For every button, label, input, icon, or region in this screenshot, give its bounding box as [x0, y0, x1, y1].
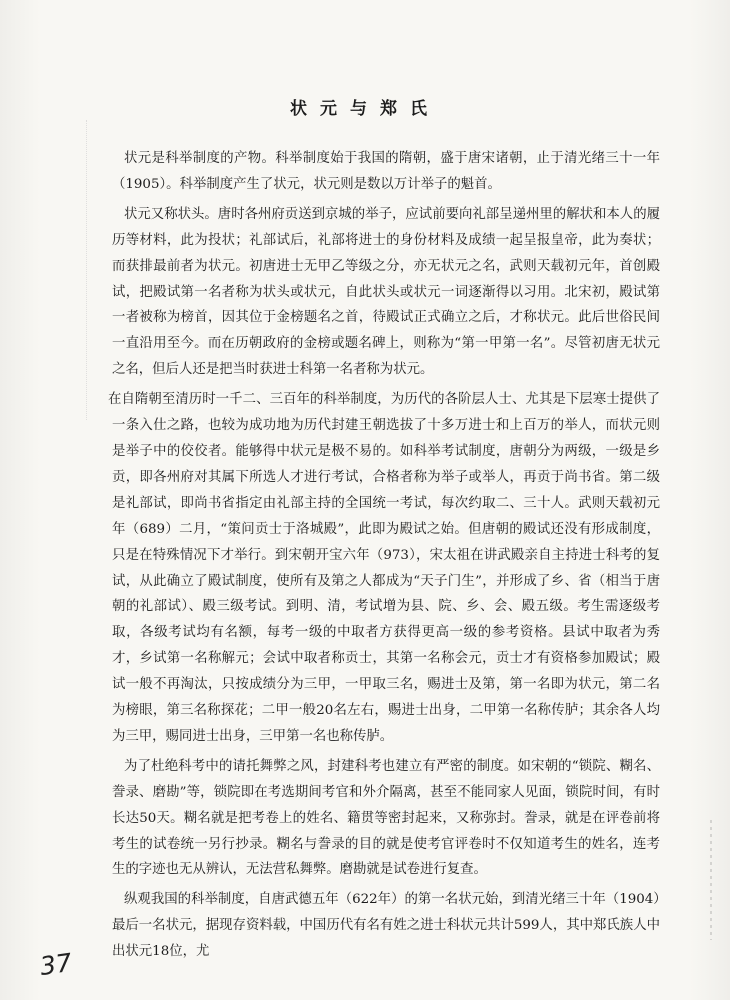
paragraph-4: 为了杜绝科考中的请托舞弊之风，封建科考也建立有严密的制度。如宋朝的“锁院、糊名、誊录、磨勘”等，锁院即在考选期间考官和外介隔离，甚至不能同家人见面，锁院时间，有时长达50天。糊名就是把考卷上的姓名、籍贯等密封起来，又称弥封。誊录，就是在评卷前将考生的试卷统一另行抄录。糊名与誊录的目的就是使考官评卷时不仅知道考生的姓名，连考生的字迹也无从辨认，无法营私舞弊。磨勘就是试卷进行复查。	[112, 758, 660, 878]
document-body	[108, 146, 660, 969]
paragraph-2: 状元又称状头。唐时各州府贡送到京城的举子，应试前要向礼部呈递州里的解状和本人的履历等材料，此为投状；礼部试后，礼部将进士的身份材料及成绩一起呈报皇帝，此为奏状；而获排最前者为状元。初唐进士无甲乙等级之分，亦无状元之名，武则天载初元年，首创殿试，把殿试第一名者称为状头或状元，自此状头或状元一词逐渐得以习用。北宋初，殿试第一者被称为榜首，因其位于金榜题名之首，待殿试正式确立之后，才称状元。此后世俗民间一直沿用至今。而在历朝政府的金榜或题名碑上，则称为“第一甲第一名”。尽管初唐无状元之名，但后人还是把当时获进士科第一名者称为状元。	[112, 206, 660, 378]
paragraph-5: 纵观我国的科举制度，自唐武德五年（622年）的第一名状元始，到清光绪三十年（1904）最后一名状元，据现存资料载，中国历代有名有姓之进士科状元共计599人，其中郑氏族人中出状元18位，尤	[112, 892, 660, 960]
page-title: 状元与郑氏	[290, 99, 440, 119]
scan-edge-mark	[86, 120, 97, 420]
margin-mark	[710, 820, 712, 940]
paragraph-3: 在自隋朝至清历时一千二、三百年的科举制度，为历代的各阶层人士、尤其是下层寒士提供了一条入仕之路，也较为成功地为历代封建王朝选拔了十多万进士和上百万的举人，而状元则是举子中的佼佼者。能够得中状元是极不易的。如科举考试制度，唐朝分为两级，一级是乡贡，即各州府对其属下所选人才进行考试，合格者称为举子或举人，再贡于尚书省。第二级是礼部试，即尚书省指定由礼部主持的全国统一考试，每次约取二、三十人。武则天载初元年（689）二月，“策问贡士于洛城殿”，此即为殿试之始。但唐朝的殿试还没有形成制度，只是在特殊情况下才举行。到宋朝开宝六年（973），宋太祖在讲武殿亲自主持进士科考的复试，从此确立了殿试制度，使所有及第之人都成为“天子门生”，并形成了乡、省（相当于唐朝的礼部试）、殿三级考试。到明、清，考试增为县、院、乡、会、殿五级。考生需逐级考取，各级考试均有名额，每考一级的中取者方获得更高一级的参考资格。县试中取者为秀才，乡试第一名称解元；会试中取者称贡士，其第一名称会元，贡士才有资格参加殿试；殿试一般不再淘汰，只按成绩分为三甲，一甲取三名，赐进士及第，第一名即为状元，第二名为榜眼，第三名称探花；二甲一般20名左右，赐进士出身，二甲第一名称传胪；其余各人均为三甲，赐同进士出身，三甲第一名也称传胪。	[108, 392, 660, 744]
handwritten-page-number: 37	[38, 947, 74, 982]
paragraph-1: 状元是科举制度的产物。科举制度始于我国的隋朝，盛于唐宋诸朝，止于清光绪三十一年（1905）。科举制度产生了状元，状元则是数以万计举子的魁首。	[112, 151, 660, 192]
